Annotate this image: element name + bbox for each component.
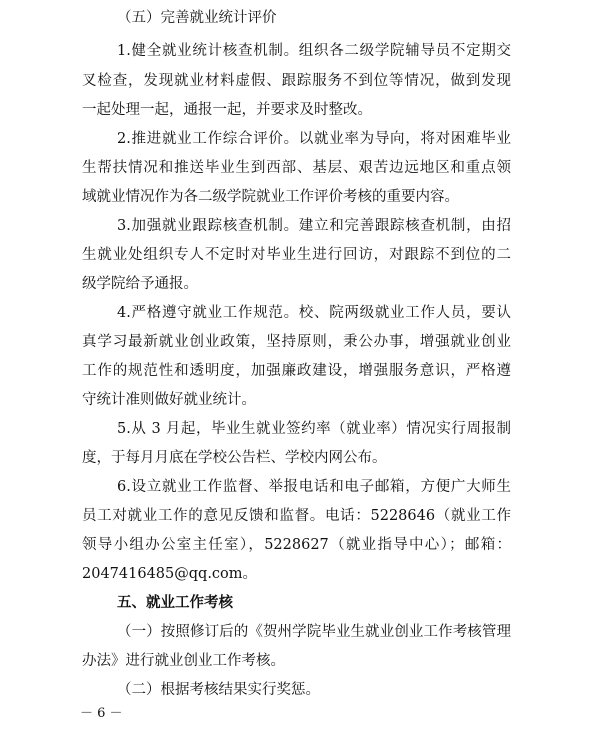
section-5-item-1-line-1: （一）按照修订后的《贺州学院毕业生就业创业工作考核管理	[117, 624, 511, 640]
paragraph-4-line-3: 工作的规范性和透明度，加强廉政建设，增强服务意识，严格遵	[82, 363, 511, 379]
paragraph-6-line-4: 2047416485@qq.com。	[82, 566, 258, 582]
subsection-title: （五）完善就业统计评价	[117, 10, 277, 26]
paragraph-1-line-3: 一起处理一起，通报一起，并要求及时整改。	[82, 102, 372, 118]
paragraph-2-line-2: 生帮扶情况和推送毕业生到西部、基层、艰苦边远地区和重点领	[82, 160, 511, 176]
paragraph-3-line-2: 生就业处组织专人不定时对毕业生进行回访，对跟踪不到位的二	[82, 247, 511, 263]
paragraph-3-line-1: 3.加强就业跟踪核查机制。建立和完善跟踪核查机制，由招	[117, 218, 511, 234]
paragraph-4-line-2: 真学习最新就业创业政策，坚持原则，秉公办事，增强就业创业	[82, 334, 511, 350]
paragraph-3-line-3: 级学院给予通报。	[82, 276, 198, 292]
paragraph-6-line-2: 员工对就业工作的意见反馈和监督。电话：5228646（就业工作	[82, 508, 511, 524]
paragraph-1-line-2: 叉检查，发现就业材料虚假、跟踪服务不到位等情况，做到发现	[82, 73, 511, 89]
paragraph-4-line-1: 4.严格遵守就业工作规范。校、院两级就业工作人员，要认	[117, 305, 511, 321]
page-number: － 6 －	[80, 706, 123, 721]
paragraph-2-line-1: 2.推进就业工作综合评价。以就业率为导向，将对困难毕业	[117, 131, 511, 147]
section-5-item-2: （二）根据考核结果实行奖惩。	[117, 682, 320, 698]
paragraph-1-line-1: 1.健全就业统计核查机制。组织各二级学院辅导员不定期交	[117, 43, 511, 59]
paragraph-5-line-1: 5.从 3 月起，毕业生就业签约率（就业率）情况实行周报制	[117, 421, 511, 437]
paragraph-6-line-3: 领导小组办公室主任室），5228627（就业指导中心）；邮箱：	[82, 537, 511, 553]
paragraph-4-line-4: 守统计准则做好就业统计。	[82, 392, 256, 408]
paragraph-5-line-2: 度，于每月月底在学校公告栏、学校内网公布。	[82, 450, 387, 466]
paragraph-2-line-3: 域就业情况作为各二级学院就业工作评价考核的重要内容。	[82, 189, 459, 205]
section-heading: 五、就业工作考核	[117, 595, 233, 611]
paragraph-6-line-1: 6.设立就业工作监督、举报电话和电子邮箱，方便广大师生	[117, 479, 511, 495]
section-5-item-1-line-2: 办法》进行就业创业工作考核。	[82, 653, 285, 669]
